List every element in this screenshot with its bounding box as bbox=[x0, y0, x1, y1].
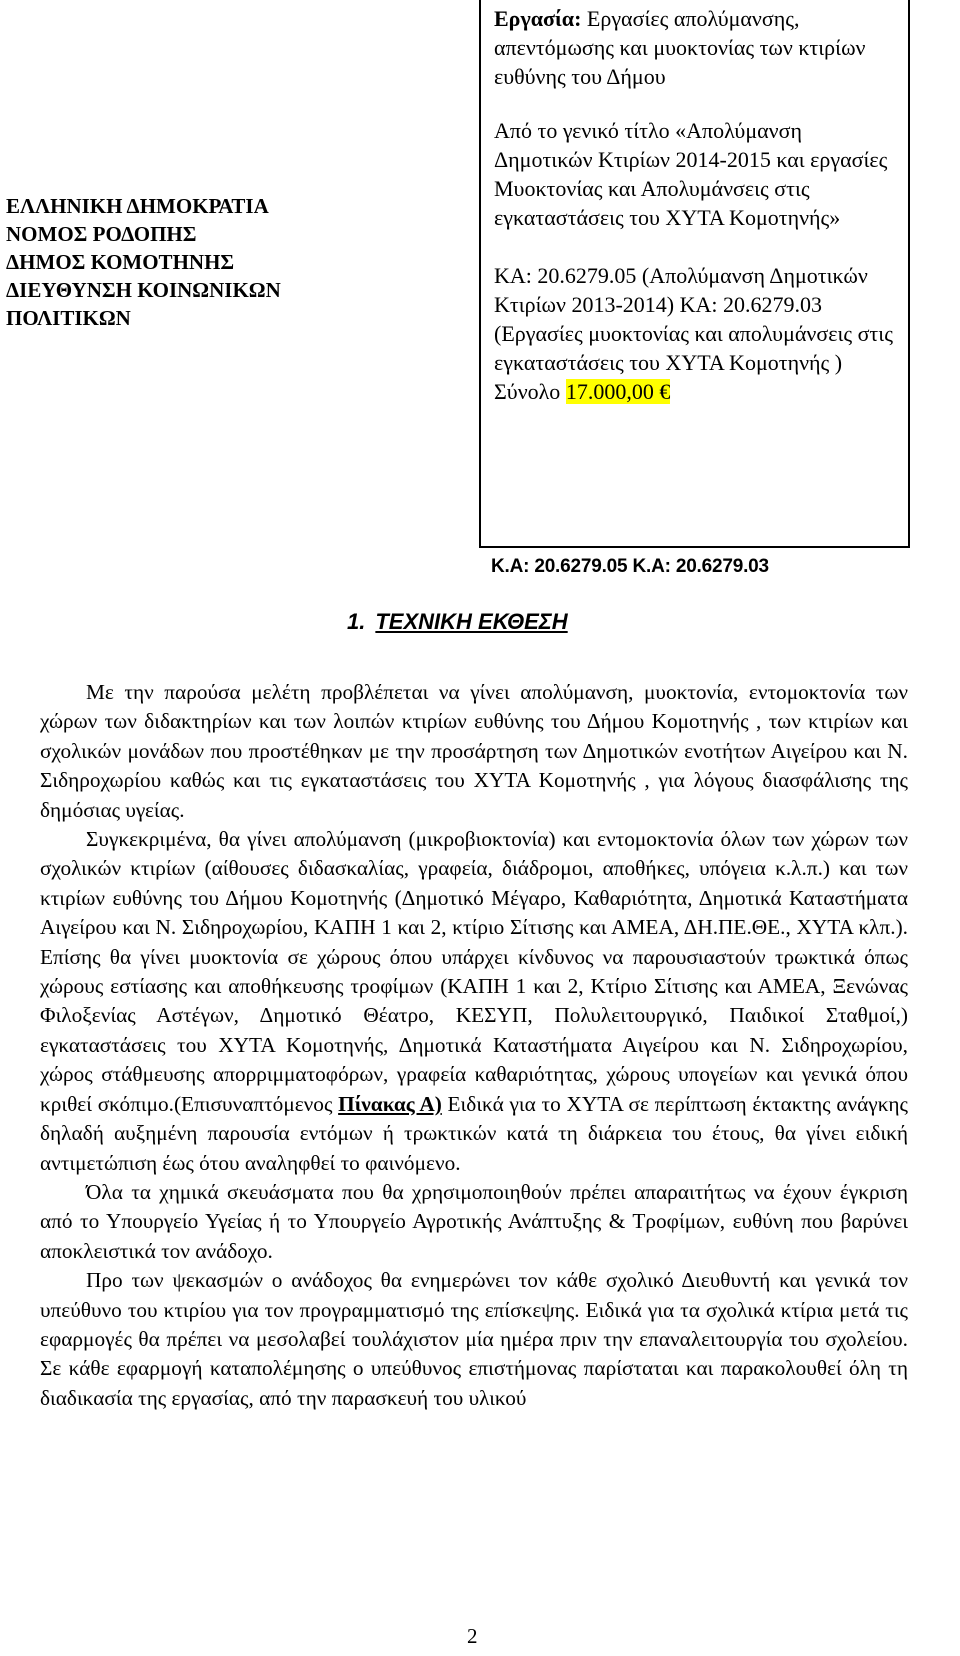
budget-code-line: Κ.Α: 20.6279.05 Κ.Α: 20.6279.03 bbox=[491, 556, 769, 577]
header-line-republic: ΕΛΛΗΝΙΚΗ ΔΗΜΟΚΡΑΤΙΑ bbox=[6, 194, 269, 218]
header-line-directorate: ΔΙΕΥΘΥΝΣΗ ΚΟΙΝΩΝΙΚΩΝ bbox=[6, 278, 281, 302]
paragraph-scope-text-cont: Ειδικά για το ΧΥΤΑ σε περίπτωση έκτακτης ανάγκης δηλαδή αυξημένη παρουσία εντόμων ή τρωκτικών κατά τη διάρκεια του έτους, θα γίνει ειδική αντιμετώπιση έως ότου αναληφθεί το φαινόμενο. bbox=[40, 1091, 908, 1175]
task-title bbox=[494, 4, 898, 91]
section-number: 1. bbox=[347, 609, 366, 634]
budget-codes-text: ΚΑ: 20.6279.05 (Απολύμανση Δημοτικών Κτιρίων 2013-2014) ΚΑ: 20.6279.03 (Εργασίες μυοκτονίας και απολυμάνσεις στις εγκαταστάσεις του ΧΥΤΑ Κομοτηνής ) Σύνολο bbox=[494, 263, 893, 404]
issuer-header bbox=[6, 192, 346, 332]
header-line-municipality: ΔΗΜΟΣ ΚΟΜΟΤΗΝΗΣ bbox=[6, 250, 235, 274]
section-title: ΤΕΧΝΙΚΗ ΕΚΘΕΣΗ bbox=[375, 609, 568, 634]
total-amount: 17.000,00 € bbox=[565, 379, 671, 404]
technical-report-body bbox=[40, 678, 908, 1413]
paragraph-chemicals: Όλα τα χημικά σκευάσματα που θα χρησιμοποιηθούν πρέπει απαραιτήτως να έχουν έγκριση από το Υπουργείο Υγείας ή το Υπουργείο Αγροτικής Ανάπτυξης & Τροφίμων, ευθύνη που βαρύνει αποκλειστικά τον ανάδοχο. bbox=[40, 1179, 908, 1263]
general-title: Από το γενικό τίτλο «Απολύμανση Δημοτικών Κτιρίων 2014-2015 και εργασίες Μυοκτονίας και Απολυμάνσεις στις εγκαταστάσεις του ΧΥΤΑ Κομοτηνής» bbox=[494, 118, 888, 230]
budget-codes bbox=[494, 261, 898, 406]
header-line-directorate-cont: ΠΟΛΙΤΙΚΩΝ bbox=[6, 306, 131, 330]
project-info-box bbox=[479, 0, 910, 548]
header-line-prefecture: ΝΟΜΟΣ ΡΟΔΟΠΗΣ bbox=[6, 222, 197, 246]
paragraph-notification: Προ των ψεκασμών ο ανάδοχος θα ενημερώνει τον κάθε σχολικό Διευθυντή και γενικά τον υπεύθυνο του κτιρίου για τον προγραμματισμό της επίσκεψης. Ειδικά για τα σχολικά κτίρια μετά τις εφαρμογές θα πρέπει να μεσολαβεί τουλάχιστον μία ημέρα πριν την επαναλειτουργία του σχολείου. Σε κάθε εφαρμογή καταπολέμησης ο υπεύθυνος επιστήμονας παρίσταται και παρακολουθεί όλη τη διαδικασία της εργασίας, από την παρασκευή του υλικού bbox=[40, 1268, 908, 1410]
paragraph-intro: Με την παρούσα μελέτη προβλέπεται να γίνει απολύμανση, μυοκτονία, εντομοκτονία των χώρων των διδακτηρίων και των λοιπών κτιρίων ευθύνης του Δήμου Κομοτηνής , των κτιρίων και σχολικών μονάδων που προστέθηκαν με την προσάρτηση των Δημοτικών ενοτήτων Αιγείρου και Ν. Σιδηροχωρίου καθώς και τις εγκαταστάσεις του ΧΥΤΑ Κομοτηνής , για λόγους διασφάλισης της δημόσιας υγείας. bbox=[40, 680, 908, 822]
paragraph-scope-text: Συγκεκριμένα, θα γίνει απολύμανση (μικροβιοκτονία) και εντομοκτονία όλων των χώρων των σχολικών κτιρίων (αίθουσες διδασκαλίας, γραφεία, διάδρομοι, αποθήκες, υπόγεια κ.λ.π.) και των κτιρίων ευθύνης του Δήμου Κομοτηνής (Δημοτικό Μέγαρο, Καθαριότητα, Δημοτικά Καταστήματα Αιγείρου και Ν. Σιδηροχωρίου, ΚΑΠΗ 1 και 2, κτίριο Σίτισης και ΑΜΕΑ, ΔΗ.ΠΕ.ΘΕ., ΧΥΤΑ κλπ.). Επίσης θα γίνει μυοκτονία σε χώρους όπου υπάρχει κίνδυνος να παρουσιαστούν τρωκτικά όπως χώρους εστίασης και αποθήκευσης τροφίμων (ΚΑΠΗ 1 και 2, Κτίριο Σίτισης και ΑΜΕΑ, Ξενώνας Φιλοξενίας Αστέγων, Δημοτικό Θέατρο, ΚΕΣΥΠ, Πολυλειτουργικό, Παιδικοί Σταθμοί,) εγκαταστάσεις του ΧΥΤΑ Κομοτηνής, Δημοτικά Καταστήματα Αιγείρου και Ν. Σιδηροχωρίου, χώρος στάθμευσης απορριμματοφόρων, γραφεία καθαριότητας, χώρους υπογείων και γενικά όπου κριθεί σκόπιμο.(Επισυναπτόμενος bbox=[40, 827, 908, 1116]
task-text: Εργασίες απολύμανσης, απεντόμωσης και μυοκτονίας των κτιρίων ευθύνης του Δήμου bbox=[494, 6, 866, 89]
task-label: Εργασία: bbox=[494, 6, 582, 31]
paragraph-scope bbox=[40, 825, 908, 1178]
table-reference: Πίνακας Α) bbox=[338, 1091, 442, 1116]
section-heading bbox=[347, 609, 568, 635]
page-number: 2 bbox=[467, 1624, 478, 1648]
